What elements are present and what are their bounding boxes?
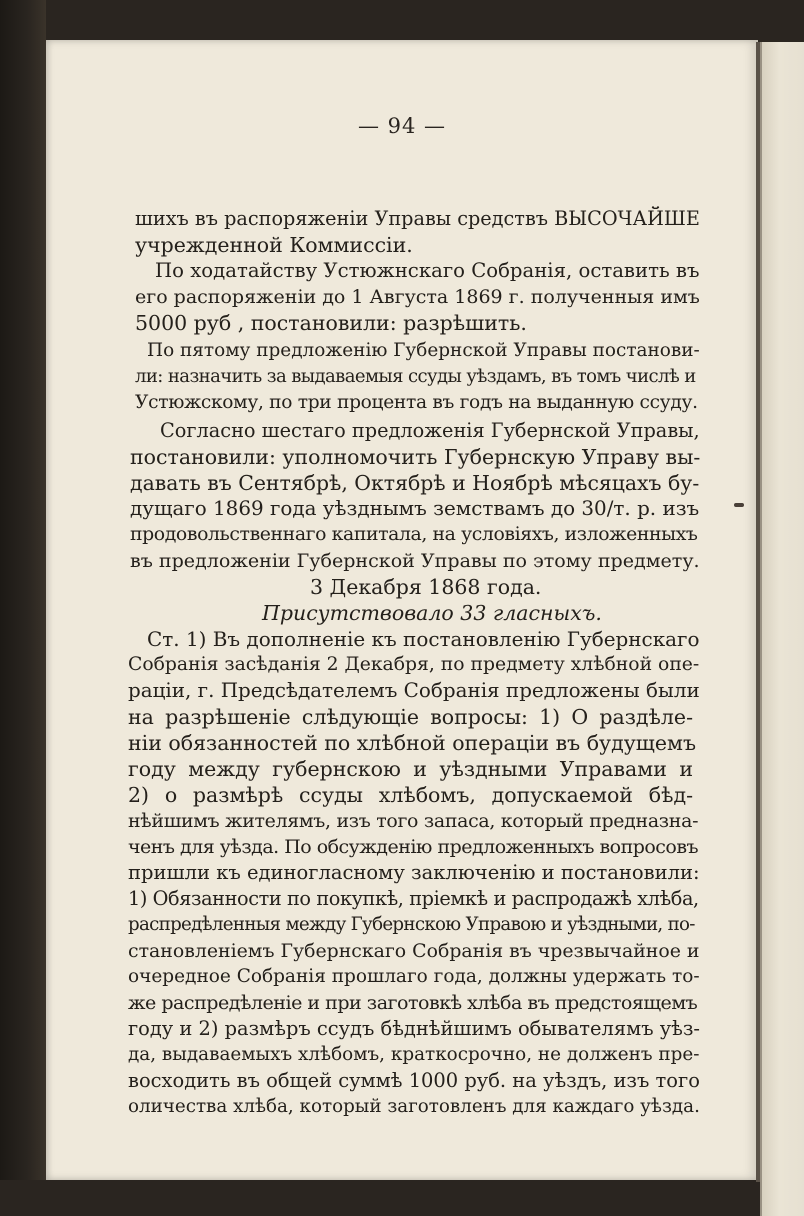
text-line-20: на разрѣшеніе слѣдующіе вопросы: 1) О раздѣле- xyxy=(128,705,693,729)
attendance-note: Присутствовало 33 гласныхъ. xyxy=(262,601,602,625)
text-line-33: да, выдаваемыхъ хлѣбомъ, краткосрочно, не долженъ пре- xyxy=(128,1044,700,1065)
text-line-25: ченъ для уѣзда. По обсужденію предложенныхъ вопросовъ xyxy=(128,836,699,858)
text-line-28: распредѣленныя между Губернскою Управою и уѣздными, по- xyxy=(128,914,695,935)
text-line-6: По пятому предложенію Губернской Управы постанови- xyxy=(147,340,700,361)
text-line-8: Устюжскому, по три процента въ годъ на выданную ссуду. xyxy=(135,392,698,413)
adjacent-page-edge xyxy=(760,42,804,1216)
text-line-34: восходить въ общей суммѣ 1000 руб. на уѣздъ, изъ того xyxy=(128,1069,700,1092)
text-line-13: продовольственнаго капитала, на условіяхъ, изложенныхъ xyxy=(130,524,698,545)
text-line-9: Согласно шестаго предложенія Губернской Управы, xyxy=(160,419,700,442)
text-line-14: въ предложеніи Губернской Управы по этому предмету. xyxy=(130,550,700,572)
text-line-26: пришли къ единогласному заключенію и постановили: xyxy=(128,861,700,884)
text-line-18: Собранія засѣданія 2 Декабря, по предмету хлѣбной опе- xyxy=(128,654,700,675)
text-line-19: раціи, г. Предсѣдателемъ Собранія предложены были xyxy=(128,679,700,702)
text-line-12: дущаго 1869 года уѣзднымъ земствамъ до 30/т. р. изъ xyxy=(130,497,700,520)
text-line-3: По ходатайству Устюжнскаго Собранія, оставить въ xyxy=(155,259,700,282)
text-line-11: давать въ Сентябрѣ, Октябрѣ и Ноябрѣ мѣсяцахъ бу- xyxy=(130,471,700,495)
text-line-4: его распоряженіи до 1 Августа 1869 г. полученныя имъ xyxy=(135,286,700,308)
session-date: 3 Декабря 1868 года. xyxy=(310,575,542,599)
text-line-24: нѣйшимъ жителямъ, изъ того запаса, который предназна- xyxy=(128,810,699,832)
text-line-10: постановили: уполномочить Губернскую Управу вы- xyxy=(130,445,701,469)
text-line-29: становленіемъ Губернскаго Собранія въ чрезвычайное и xyxy=(128,940,700,962)
scan-background-top xyxy=(0,0,804,40)
text-line-35: оличества хлѣба, который заготовленъ для каждаго уѣзда. xyxy=(128,1096,700,1117)
text-line-32: году и 2) размѣръ ссудъ бѣднѣйшимъ обывателямъ уѣз- xyxy=(128,1017,700,1040)
text-line-22: году между губернскою и уѣздными Управами и xyxy=(128,757,693,781)
text-line-2: учрежденной Коммиссіи. xyxy=(135,233,413,257)
text-line-31: же распредѣленіе и при заготовкѣ хлѣба въ предстоящемъ xyxy=(128,992,698,1014)
text-line-5: 5000 руб , постановили: разрѣшить. xyxy=(135,311,527,335)
text-line-7: ли: назначить за выдаваемыя ссуды уѣздамъ, въ томъ числѣ и xyxy=(135,366,696,387)
text-line-1: шихъ въ распоряженіи Управы средствъ ВЫСОЧАЙШЕ xyxy=(135,207,700,230)
scan-background-left xyxy=(0,0,46,1216)
text-line-17: Ст. 1) Въ дополненіе къ постановленію Губернскаго xyxy=(147,627,700,651)
text-line-30: очередное Собранія прошлаго года, должны удержать то- xyxy=(128,966,700,987)
paper-speck xyxy=(734,503,744,507)
text-line-23: 2) о размѣрѣ ссуды хлѣбомъ, допускаемой бѣд- xyxy=(128,783,693,807)
text-line-27: 1) Обязанности по покупкѣ, пріемкѣ и распродажѣ хлѣба, xyxy=(128,887,699,910)
scan-background-bottom xyxy=(0,1180,804,1216)
page-number: — 94 — xyxy=(357,114,447,138)
text-line-21: ніи обязанностей по хлѣбной операціи въ будущемъ xyxy=(128,731,696,755)
